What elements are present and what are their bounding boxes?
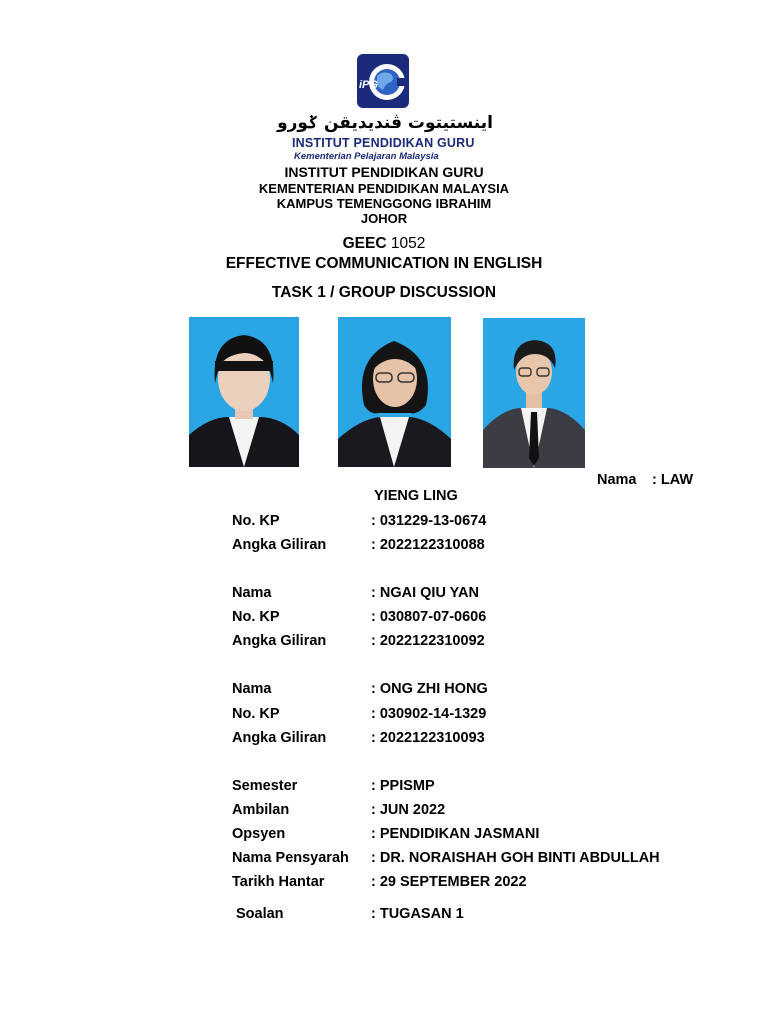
institute-logo-ministry: Kementerian Pelajaran Malaysia xyxy=(294,151,439,162)
student-3-nama-value: : ONG ZHI HONG xyxy=(371,681,488,697)
student-2-nama-label: Nama xyxy=(232,585,272,601)
header-line-state: JOHOR xyxy=(360,211,408,226)
course-code-number: 1052 xyxy=(390,235,426,252)
student-3-kp-label: No. KP xyxy=(232,706,280,722)
svg-text:iPG: iPG xyxy=(359,79,378,91)
header-line-campus: KAMPUS TEMENGGONG IBRAHIM xyxy=(276,196,492,211)
student-2-ag-label: Angka Giliran xyxy=(232,633,327,649)
student-1-nama-label: Nama xyxy=(597,472,637,488)
course-title: EFFECTIVE COMMUNICATION IN ENGLISH xyxy=(225,255,543,272)
header-line-institute: INSTITUT PENDIDIKAN GURU xyxy=(284,164,484,180)
student-2-kp-value: : 030807-07-0606 xyxy=(371,609,487,625)
student-2-nama-value: : NGAI QIU YAN xyxy=(371,585,479,601)
soalan-label: Soalan xyxy=(236,906,284,922)
course-code-prefix: GEEC xyxy=(342,235,387,252)
semester-label: Semester xyxy=(232,778,298,794)
course-code xyxy=(0,235,768,253)
tarikh-hantar-label: Tarikh Hantar xyxy=(232,874,325,890)
student-photo-2 xyxy=(338,317,451,467)
student-photo-1 xyxy=(189,317,299,467)
header-line-ministry: KEMENTERIAN PENDIDIKAN MALAYSIA xyxy=(258,181,510,196)
pensyarah-label: Nama Pensyarah xyxy=(232,850,349,866)
student-1-nama-value-part1: : LAW xyxy=(652,472,694,488)
student-1-ag-label: Angka Giliran xyxy=(232,537,327,553)
ambilan-value: : JUN 2022 xyxy=(371,802,446,818)
student-1-nama-value-part2: YIENG LING xyxy=(374,488,458,504)
opsyen-value: : PENDIDIKAN JASMANI xyxy=(371,826,540,842)
svg-text:اينستيتوت ڤنديديقن ݢورو: اينستيتوت ڤنديديقن ݢورو xyxy=(277,113,493,133)
tarikh-hantar-value: : 29 SEPTEMBER 2022 xyxy=(371,874,527,890)
pensyarah-value: : DR. NORAISHAH GOH BINTI ABDULLAH xyxy=(371,850,660,866)
task-title: TASK 1 / GROUP DISCUSSION xyxy=(271,284,497,301)
student-3-kp-value: : 030902-14-1329 xyxy=(371,706,487,722)
institute-logo-jawi-text xyxy=(277,108,493,136)
semester-value: : PPISMP xyxy=(371,778,435,794)
opsyen-label: Opsyen xyxy=(232,826,286,842)
student-3-nama-label: Nama xyxy=(232,681,272,697)
student-3-ag-value: : 2022122310093 xyxy=(371,730,485,746)
student-1-kp-label: No. KP xyxy=(232,513,280,529)
ambilan-label: Ambilan xyxy=(232,802,290,818)
soalan-value: : TUGASAN 1 xyxy=(371,906,464,922)
student-photo-3 xyxy=(483,318,585,468)
student-3-ag-label: Angka Giliran xyxy=(232,730,327,746)
student-2-ag-value: : 2022122310092 xyxy=(371,633,485,649)
student-1-kp-value: : 031229-13-0674 xyxy=(371,513,487,529)
student-1-ag-value: : 2022122310088 xyxy=(371,537,485,553)
student-2-kp-label: No. KP xyxy=(232,609,280,625)
institute-logo-emblem xyxy=(353,52,413,112)
institute-logo-name: INSTITUT PENDIDIKAN GURU xyxy=(292,136,475,150)
